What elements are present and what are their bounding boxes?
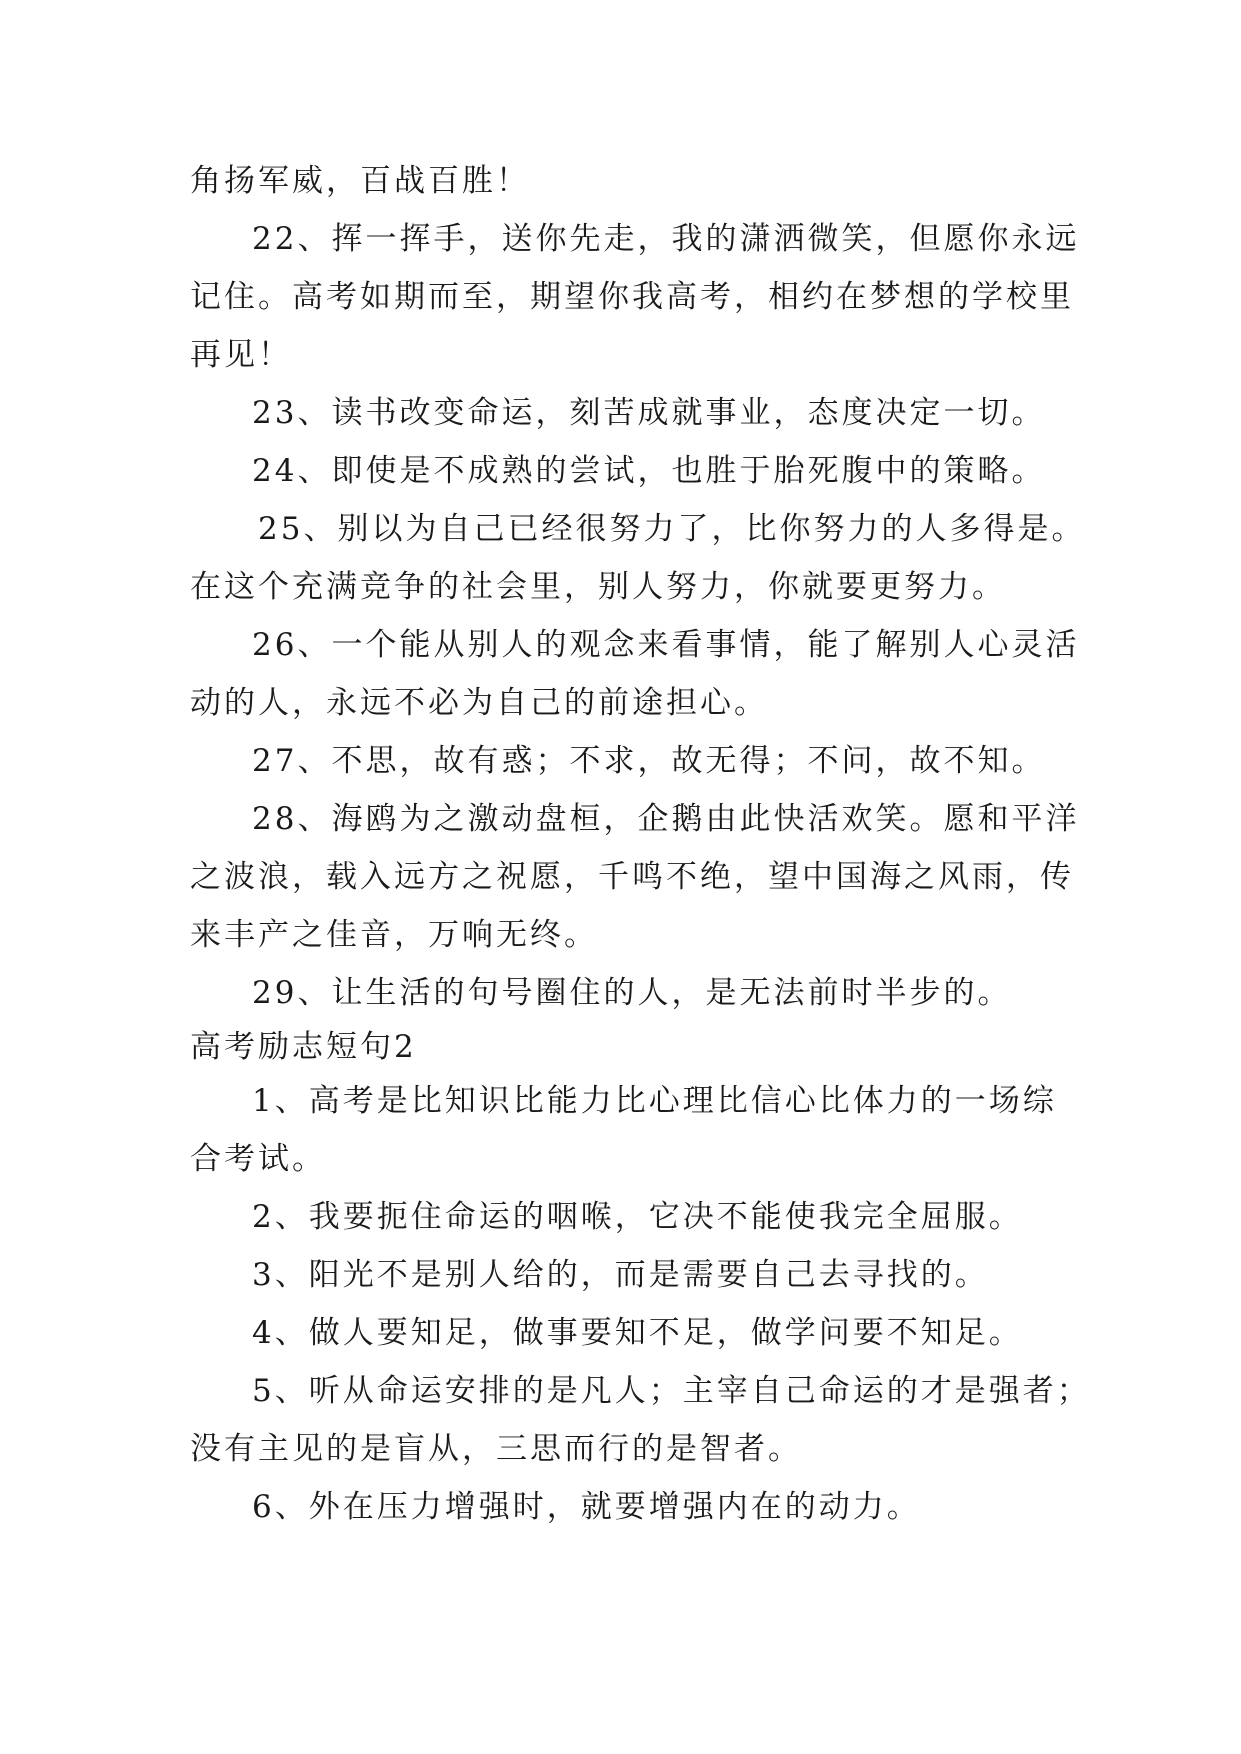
list-item-3: 3、阳光不是别人给的，而是需要自己去寻找的。 <box>252 1257 989 1293</box>
text-line: 来丰产之佳音，万响无终。 <box>190 917 598 953</box>
text-line: 合考试。 <box>190 1141 326 1177</box>
list-item-28: 28、海鸥为之激动盘桓，企鹅由此快活欢笑。愿和平洋 <box>252 801 1080 837</box>
list-item-4: 4、做人要知足，做事要知不足，做学问要不知足。 <box>252 1315 1023 1351</box>
list-item-5: 5、听从命运安排的是凡人；主宰自己命运的才是强者； <box>252 1373 1091 1409</box>
text-line: 没有主见的是盲从，三思而行的是智者。 <box>190 1431 802 1467</box>
list-item-25: 25、别以为自己已经很努力了，比你努力的人多得是。 <box>258 511 1086 547</box>
list-item-1: 1、高考是比知识比能力比心理比信心比体力的一场综 <box>252 1083 1057 1119</box>
text-line: 在这个充满竞争的社会里，别人努力，你就要更努力。 <box>190 569 1006 605</box>
section-heading: 高考励志短句2 <box>190 1029 417 1065</box>
text-line: 再见！ <box>190 337 292 373</box>
list-item-22: 22、挥一挥手，送你先走，我的潇洒微笑，但愿你永远 <box>252 221 1080 257</box>
document-body <box>190 152 1091 1536</box>
list-item-6: 6、外在压力增强时，就要增强内在的动力。 <box>252 1489 921 1525</box>
text-line: 动的人，永远不必为自己的前途担心。 <box>190 685 768 721</box>
text-line: 记住。高考如期而至，期望你我高考，相约在梦想的学校里 <box>190 279 1074 315</box>
list-item-23: 23、读书改变命运，刻苦成就事业，态度决定一切。 <box>252 395 1046 431</box>
list-item-2: 2、我要扼住命运的咽喉，它决不能使我完全屈服。 <box>252 1199 1023 1235</box>
text-line: 之波浪，载入远方之祝愿，千鸣不绝，望中国海之风雨，传 <box>190 859 1074 895</box>
list-item-29: 29、让生活的句号圈住的人，是无法前时半步的。 <box>252 975 1012 1011</box>
list-item-27: 27、不思，故有惑；不求，故无得；不问，故不知。 <box>252 743 1046 779</box>
list-item-24: 24、即使是不成熟的尝试，也胜于胎死腹中的策略。 <box>252 453 1046 489</box>
list-item-26: 26、一个能从别人的观念来看事情，能了解别人心灵活 <box>252 627 1080 663</box>
text-line: 角扬军威，百战百胜！ <box>190 163 530 199</box>
